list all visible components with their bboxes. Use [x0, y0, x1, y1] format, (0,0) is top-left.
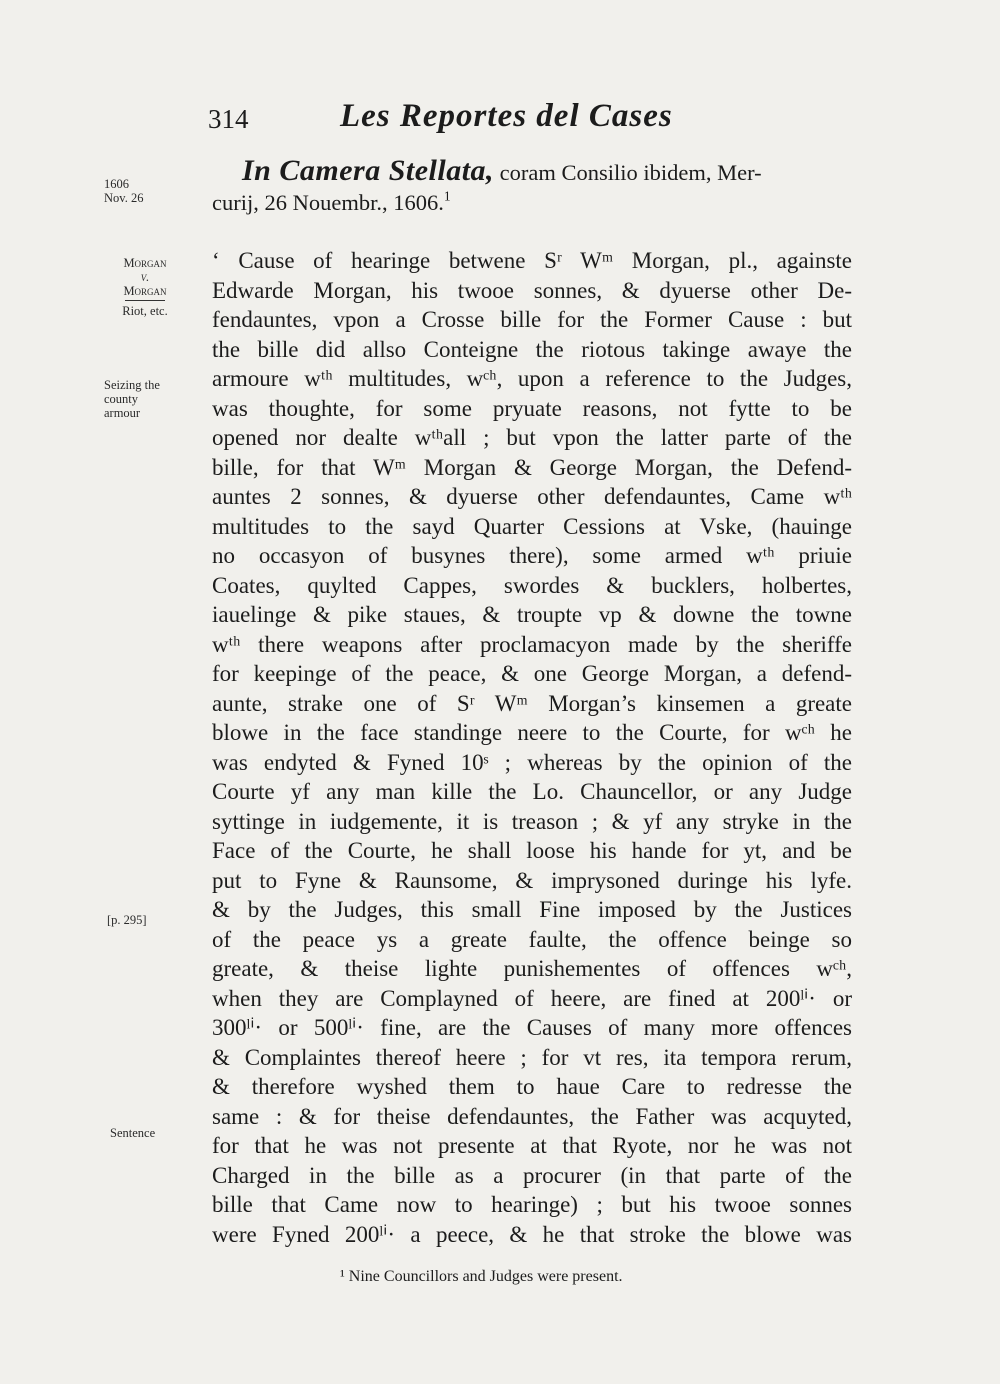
text-line: same : & for theise defendauntes, the Father was acquyted,	[212, 1103, 852, 1129]
text-line: for that he was not presente at that Ryote, nor he was not	[212, 1133, 852, 1158]
text-line: Coates, quylted Cappes, swordes & bucklers, holbertes,	[212, 572, 852, 598]
footnote	[340, 1268, 623, 1286]
text-line: & therefore wyshed them to haue Care to redresse the	[212, 1074, 852, 1099]
text-line: bille, for that Wᵐ Morgan & George Morgan, the Defend-	[212, 454, 852, 480]
text-line: was endyted & Fyned 10ˢ ; whereas by the opinion of the	[212, 749, 852, 775]
text-line: multitudes to the sayd Quarter Cessions at Vske, (hauinge	[212, 513, 852, 539]
margin-original-page: [p. 295]	[107, 913, 147, 927]
margin-seizing-line-2: county	[104, 392, 139, 406]
text-line: ‘ Cause of hearinge betwene Sʳ Wᵐ Morgan, pl., againste	[212, 248, 852, 273]
margin-party-1: Morgan	[123, 256, 167, 270]
text-line: fendauntes, vpon a Crosse bille for the Former Cause : but	[212, 307, 852, 332]
margin-topic: Riot, etc.	[122, 304, 168, 318]
margin-sentence: Sentence	[110, 1126, 156, 1140]
margin-party-2: Morgan	[123, 284, 167, 298]
text-line: were Fyned 200ˡⁱ· a peece, & he that stroke the blowe was	[212, 1221, 852, 1247]
text-line: Courte yf any man kille the Lo. Chauncellor, or any Judge	[212, 779, 852, 804]
text-line: & Complaintes thereof heere ; for vt res, ita tempora rerum,	[212, 1044, 852, 1070]
margin-case-name	[100, 256, 190, 318]
text-line: blowe in the face standinge neere to the Courte, for wᶜʰ he	[212, 720, 852, 745]
margin-date	[104, 177, 204, 205]
heading-line-1-rest: coram Consilio ibidem, Mer-	[499, 160, 762, 185]
text-line: iauelinge & pike staues, & troupte vp & downe the towne	[212, 602, 852, 627]
footnote-text: Nine Councillors and Judges were present.	[348, 1268, 623, 1285]
text-line: no occasyon of busynes there), some armed wᵗʰ priuie	[212, 543, 852, 568]
text-line: armoure wᵗʰ multitudes, wᶜʰ, upon a reference to the Judges,	[212, 366, 852, 391]
running-title: Les Reportes del Cases	[340, 98, 673, 134]
court-name: In Camera Stellata,	[242, 154, 495, 187]
text-line: 300ˡⁱ· or 500ˡⁱ· fine, are the Causes of many more offences	[212, 1015, 852, 1040]
case-heading	[212, 154, 852, 218]
text-line: opened nor dealte wᵗʰall ; but vpon the latter parte of the	[212, 425, 852, 450]
running-head	[0, 98, 1000, 148]
text-line: greate, & theise lighte punishementes of offences wᶜʰ,	[212, 956, 852, 981]
heading-date: curij, 26 Nouembr., 1606.	[212, 190, 444, 215]
text-line: for keepinge of the peace, & one George Morgan, a defend-	[212, 661, 852, 686]
margin-seizing-note	[104, 378, 204, 420]
text-line: syttinge in iudgemente, it is treason ; & yf any stryke in the	[212, 808, 852, 834]
heading-line-2	[212, 188, 852, 218]
text-line: bille that Came now to hearinge) ; but his twooe sonnes	[212, 1192, 852, 1217]
margin-rule	[125, 300, 165, 301]
margin-year: 1606	[104, 177, 129, 191]
text-line: was thoughte, for some pryuate reasons, not fytte to be	[212, 395, 852, 421]
footnote-marker: ¹	[340, 1268, 345, 1285]
text-line: the bille did allso Conteigne the riotous takinge awaye the	[212, 336, 852, 362]
text-line: put to Fyne & Raunsome, & imprysoned duringe his lyfe.	[212, 867, 852, 893]
text-line: when they are Complayned of heere, are fined at 200ˡⁱ· or	[212, 985, 852, 1011]
text-line: aunte, strake one of Sʳ Wᵐ Morgan’s kinsemen a greate	[212, 690, 852, 716]
text-line: Face of the Courte, he shall loose his hande for yt, and be	[212, 838, 852, 863]
text-line: auntes 2 sonnes, & dyuerse other defendauntes, Came wᵗʰ	[212, 484, 852, 509]
body-text	[212, 246, 852, 1249]
margin-seizing-line-3: armour	[104, 406, 141, 420]
text-line: Charged in the bille as a procurer (in that parte of the	[212, 1162, 852, 1188]
margin-day: Nov. 26	[104, 191, 144, 205]
heading-line-1	[242, 156, 852, 188]
text-line: Edwarde Morgan, his twooe sonnes, & dyuerse other De-	[212, 277, 852, 303]
text-line: & by the Judges, this small Fine imposed by the Justices	[212, 897, 852, 922]
heading-footnote-marker: 1	[443, 188, 451, 204]
text-line: wᵗʰ there weapons after proclamacyon made by the sheriffe	[212, 631, 852, 657]
page-number: 314	[208, 104, 249, 134]
margin-versus: v.	[140, 270, 150, 284]
text-line: of the peace ys a greate faulte, the offence beinge so	[212, 926, 852, 952]
margin-seizing-line-1: Seizing the	[104, 378, 160, 392]
